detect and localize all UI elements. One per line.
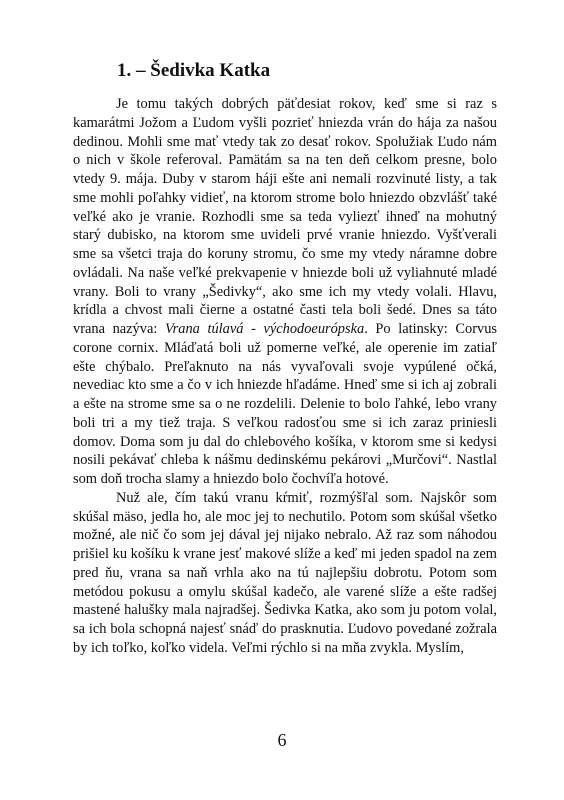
paragraph-1-text-end: . Po latinsky: Corvus corone cornix. Mláďatá boli už pomerne veľké, ale operenie im zatiaľ ešte chýbalo. Preľaknuto na nás vyvaľovali svoje vypúlené očká, nevediac kto sme a čo v ich hniezde hľadáme. Hneď sme si ich aj zobrali a ešte na strome sme sa o ne rozdelili. Delenie to bolo ľahké, lebo vrany boli tri a my tiež traja. S veľkou radosťou sme si ich zaraz priniesli domov. Doma som ju dal do chlebového košíka, v ktorom sme si kedysi nosili pekávať chleba k nášmu dedinskému pekárovi „Murčovi“. Nastlal som doň trocha slamy a hniezdo bolo čochvíľa hotové. (73, 321, 497, 487)
paragraph-2: Nuž ale, čím takú vranu kŕmiť, rozmýšľal som. Najskôr som skúšal mäso, jedla ho, ale moc jej to nechutilo. Potom som skúšal všetko možné, ale nič čo som jej dával jej nijako nebralo. Až raz som náhodou prišiel ku košíku k vrane jesť makové slíže a keď mi jeden spadol na zem pred ňu, vrana sa naň vrhla ako na tú najlepšiu dobrotu. Potom som metódou pokusu a omylu skúšal kadečo, ale varené slíže a ešte radšej mastené halušky mala najradšej. Šedivka Katka, ako som ju potom volal, sa ich bola schopná najesť snáď do prasknutia. Ľudovo povedané zožrala by ich toľko, koľko videla. Veľmi rýchlo si na mňa zvykla. Myslím, (73, 489, 497, 656)
species-name-italic: Vrana túlavá - východoeurópska (164, 321, 365, 337)
paragraph-1 (73, 95, 497, 489)
chapter-title: 1. – Šedivka Katka (117, 60, 271, 81)
page-number: 6 (277, 730, 287, 750)
paragraph-1-text-start: Je tomu takých dobrých päťdesiat rokov, keď sme si raz s kamarátmi Jožom a Ľudom vyšli pozrieť hniezda vrán do hája za našou dedinou. Mohli sme mať vtedy tak zo desať rokov. Spolužiak Ľudo nám o nich v škole referoval. Pamätám sa na ten deň celkom presne, bolo vtedy 9. mája. Duby v starom háji ešte ani nemali rozvinuté listy, a tak sme mohli poľahky vidieť, na ktorom strome bolo hniezdo obzvlášť také veľké ako je vranie. Rozhodli sme sa teda vyliezť ihneď na mohutný starý dubisko, na ktorom sme uvideli prvé vranie hniezdo. Vyšťverali sme sa všetci traja do koruny stromu, čo sme my vtedy náramne dobre ovládali. Na naše veľké prekvapenie v hniezde boli už vyliahnuté mladé vrany. Boli to vrany „Šedivky“, ako sme ich my vtedy volali. Hlavu, krídla a chvost mali čierne a ostatné časti tela boli šedé. Dnes sa táto vrana nazýva: (73, 96, 497, 337)
chapter-body (73, 95, 497, 658)
